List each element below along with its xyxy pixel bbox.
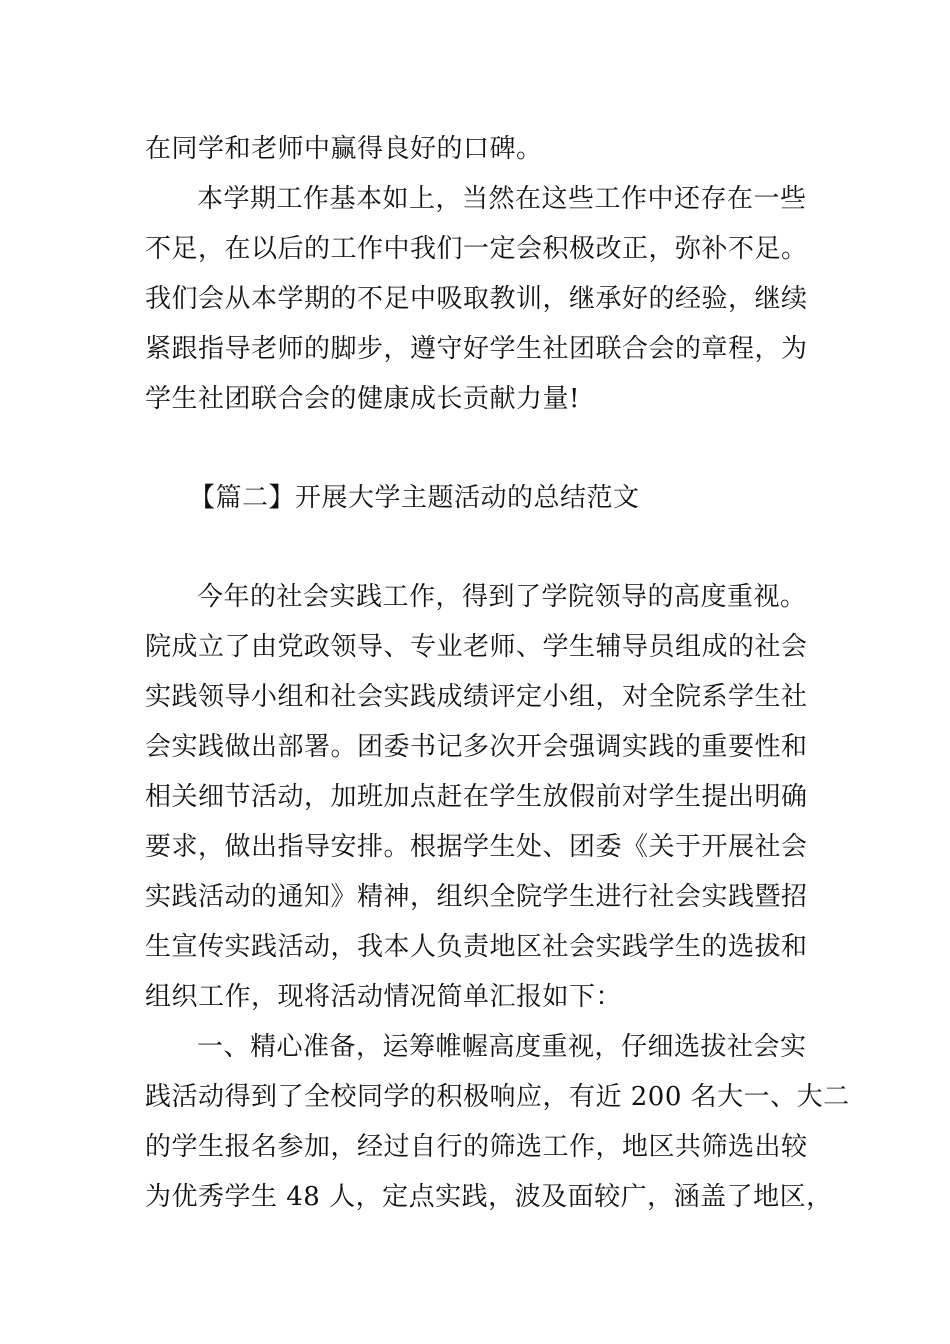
paragraph-line: 组织工作，现将活动情况简单汇报如下： — [145, 982, 623, 1012]
paragraph-line: 今年的社会实践工作，得到了学院领导的高度重视。 — [197, 582, 807, 612]
paragraph-line: 为优秀学生 48 人，定点实践，波及面较广，涵盖了地区， — [145, 1182, 833, 1212]
paragraph-line: 践活动得到了全校同学的积极响应，有近 200 名大一、大二 — [145, 1082, 850, 1112]
paragraph-line: 实践活动的通知》精神，组织全院学生进行社会实践暨招 — [145, 882, 808, 912]
paragraph-line: 在同学和老师中赢得良好的口碑。 — [145, 134, 543, 164]
paragraph-line: 实践领导小组和社会实践成绩评定小组，对全院系学生社 — [145, 682, 808, 712]
paragraph-line: 本学期工作基本如上，当然在这些工作中还存在一些 — [197, 184, 807, 214]
paragraph-line: 生宣传实践活动，我本人负责地区社会实践学生的选拔和 — [145, 932, 808, 962]
paragraph-line: 紧跟指导老师的脚步，遵守好学生社团联合会的章程，为 — [145, 334, 808, 364]
paragraph-line: 相关细节活动，加班加点赶在学生放假前对学生提出明确 — [145, 782, 808, 812]
paragraph-line: 的学生报名参加，经过自行的筛选工作，地区共筛选出较 — [145, 1132, 808, 1162]
paragraph-line: 我们会从本学期的不足中吸取教训，继承好的经验，继续 — [145, 284, 808, 314]
paragraph-line: 会实践做出部署。团委书记多次开会强调实践的重要性和 — [145, 732, 808, 762]
paragraph-line: 一、精心准备，运筹帷幄高度重视，仔细选拔社会实 — [197, 1032, 807, 1062]
paragraph-line: 学生社团联合会的健康成长贡献力量! — [145, 384, 580, 414]
section-heading: 【篇二】开展大学主题活动的总结范文 — [189, 483, 640, 513]
paragraph-line: 要求，做出指导安排。根据学生处、团委《关于开展社会 — [145, 832, 808, 862]
paragraph-line: 院成立了由党政领导、专业老师、学生辅导员组成的社会 — [145, 632, 808, 662]
paragraph-line: 不足，在以后的工作中我们一定会积极改正，弥补不足。 — [145, 234, 808, 264]
